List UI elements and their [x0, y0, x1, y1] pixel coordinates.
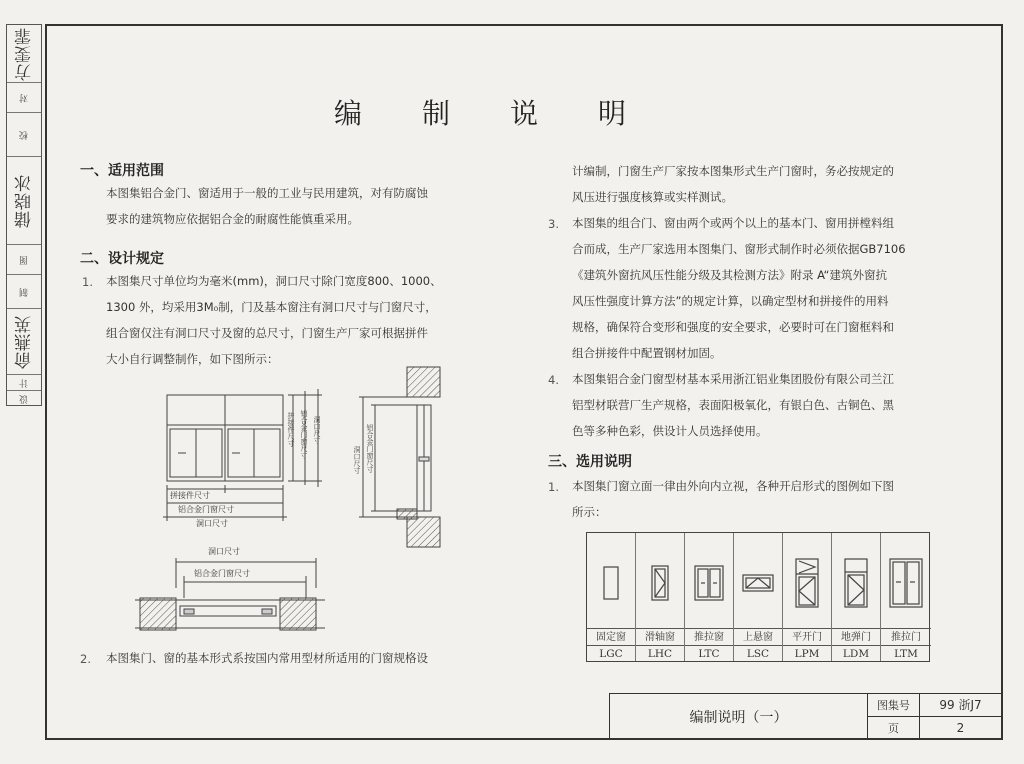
dim-label-opening: 洞口尺寸	[196, 519, 228, 528]
legend-col-top-hung-window	[734, 533, 783, 661]
legend-code: LTM	[881, 645, 931, 664]
legend-code: LHC	[636, 645, 684, 664]
sheet-title: 编制说明（一）	[610, 694, 868, 739]
item-1-line-4: 大小自行调整制作，如下图所示：	[106, 352, 279, 366]
item-3-line-4: 风压性强度计算方法”的规定计算，以确定型材和拼接件的用料	[572, 294, 889, 308]
section-1-heading: 一、适用范围	[80, 163, 164, 179]
item-3-line-5: 规格，确保符合变形和强度的安全要求，必要时可在门窗框料和	[572, 320, 894, 334]
item-3-line-1: 本图集的组合门、窗由两个或两个以上的基本门、窗用拼樘料组	[572, 216, 894, 230]
label-jiao: 校	[7, 113, 41, 157]
legend-name: 固定窗	[587, 628, 635, 646]
legend-col-sliding-axis-window	[636, 533, 685, 661]
legend-col-floor-spring-door	[832, 533, 881, 661]
label-she: 设	[19, 392, 30, 404]
legend-code: LPM	[783, 645, 831, 664]
sig-drafter: 储晓冰	[7, 157, 41, 245]
item-1-line-2: 1300 外，均采用3M₀制，门及基本窗注有洞口尺寸与门窗尺寸，	[106, 300, 437, 314]
dim-label-joint: 拼接件尺寸	[170, 491, 210, 500]
casement-door-icon	[783, 541, 831, 625]
item-3-line-6: 组合拼接件中配置钢材加固。	[572, 346, 722, 360]
side-label-frame: 铝合金门窗尺寸	[366, 424, 374, 473]
window-plan-view	[130, 548, 330, 638]
label-dui: 对	[7, 83, 41, 113]
page-number: 2	[956, 720, 965, 735]
dim-label-v-opening: 洞口尺寸	[313, 416, 321, 444]
item-1-line-3: 组合窗仅注有洞口尺寸及窗的总尺寸，门窗生产厂家可根据拼件	[106, 326, 428, 340]
sliding-axis-window-icon	[636, 541, 684, 625]
signature-strip	[6, 24, 42, 406]
section-3-heading: 三、选用说明	[548, 454, 632, 470]
section-3-item-1-number: 1.	[548, 480, 559, 494]
fixed-window-icon	[587, 541, 635, 625]
item-2-line-2: 计编制，门窗生产厂家按本图集形式生产门窗时，务必按规定的	[572, 164, 894, 178]
item-3-line-3: 《建筑外窗抗风压性能分级及其检测方法》附录 A“建筑外窗抗	[572, 268, 887, 282]
section-3-item-1-line-1: 本图集门窗立面一律由外向内立视，各种开启形式的图例如下图	[572, 479, 894, 493]
item-3-number: 3.	[548, 217, 559, 231]
section-3-item-1-line-2: 所示：	[572, 505, 607, 519]
section-2-heading: 二、设计规定	[80, 251, 164, 267]
legend-name: 推拉窗	[685, 628, 733, 646]
dim-label-v-joint: 拼接件尺寸	[287, 412, 295, 447]
item-1-number: 1.	[82, 275, 93, 289]
dim-label-v-frame: 铝合金门窗尺寸	[300, 410, 308, 459]
item-4-line-3: 色等多种色彩，供设计人员选择使用。	[572, 424, 768, 438]
legend-name: 推拉门	[881, 628, 931, 646]
page-title: 编制说明	[333, 97, 686, 130]
legend-code: LTC	[685, 645, 733, 664]
item-3-line-2: 合而成，生产厂家选用本图集门、窗形式制作时必须依据GB7106	[572, 242, 906, 256]
atlas-number-label: 图集号	[868, 694, 920, 717]
item-1-line-1: 本图集尺寸单位均为毫米(mm)，洞口尺寸除门宽度800、1000、	[106, 274, 442, 288]
legend-code: LSC	[734, 645, 782, 664]
item-2-number: 2.	[80, 652, 91, 666]
legend-col-sliding-door	[881, 533, 931, 661]
legend-col-casement-door	[783, 533, 832, 661]
legend-code: LGC	[587, 645, 635, 664]
section-1-line-1: 本图集铝合金门、窗适用于一般的工业与民用建筑，对有防腐蚀	[106, 186, 428, 200]
label-ji: 计	[7, 375, 41, 391]
legend-name: 上悬窗	[734, 628, 782, 646]
title-block	[609, 693, 1003, 740]
legend-name: 地弹门	[832, 628, 880, 646]
plan-label-opening: 洞口尺寸	[208, 547, 240, 556]
sig-proofreader: 方雯霏	[7, 25, 41, 83]
label-tu: 图	[7, 245, 41, 275]
item-4-number: 4.	[548, 373, 559, 387]
legend-col-sliding-window	[685, 533, 734, 661]
dim-label-frame: 铝合金门窗尺寸	[178, 505, 234, 514]
item-4-line-2: 铝型材联营厂生产规格，表面阳极氧化，有银白色、古铜色、黑	[572, 398, 894, 412]
legend-code: LDM	[832, 645, 880, 664]
sliding-window-icon	[685, 541, 733, 625]
label-zhi: 制	[7, 275, 41, 309]
sig-designer: 俞燕英	[7, 309, 41, 375]
item-4-line-1: 本图集铝合金门窗型材基本采用浙江铝业集团股份有限公司兰江	[572, 372, 894, 386]
section-1-line-2: 要求的建筑物应依据铝合金的耐腐性能慎重采用。	[106, 212, 359, 226]
item-2-line-1: 本图集门、窗的基本形式系按国内常用型材所适用的门窗规格设	[106, 651, 428, 665]
page-label: 页	[868, 717, 920, 740]
top-hung-window-icon	[734, 541, 782, 625]
item-2-line-3: 风压进行强度核算或实样测试。	[572, 190, 733, 204]
side-label-opening: 洞口尺寸	[353, 446, 361, 474]
legend-col-fixed-window	[587, 533, 636, 661]
opening-type-legend	[586, 532, 930, 662]
plan-label-frame: 铝合金门窗尺寸	[194, 569, 250, 578]
sliding-door-icon	[881, 541, 931, 625]
legend-name: 滑轴窗	[636, 628, 684, 646]
atlas-number-value: 99 浙J7	[920, 694, 1001, 717]
legend-name: 平开门	[783, 628, 831, 646]
floor-spring-door-icon	[832, 541, 880, 625]
